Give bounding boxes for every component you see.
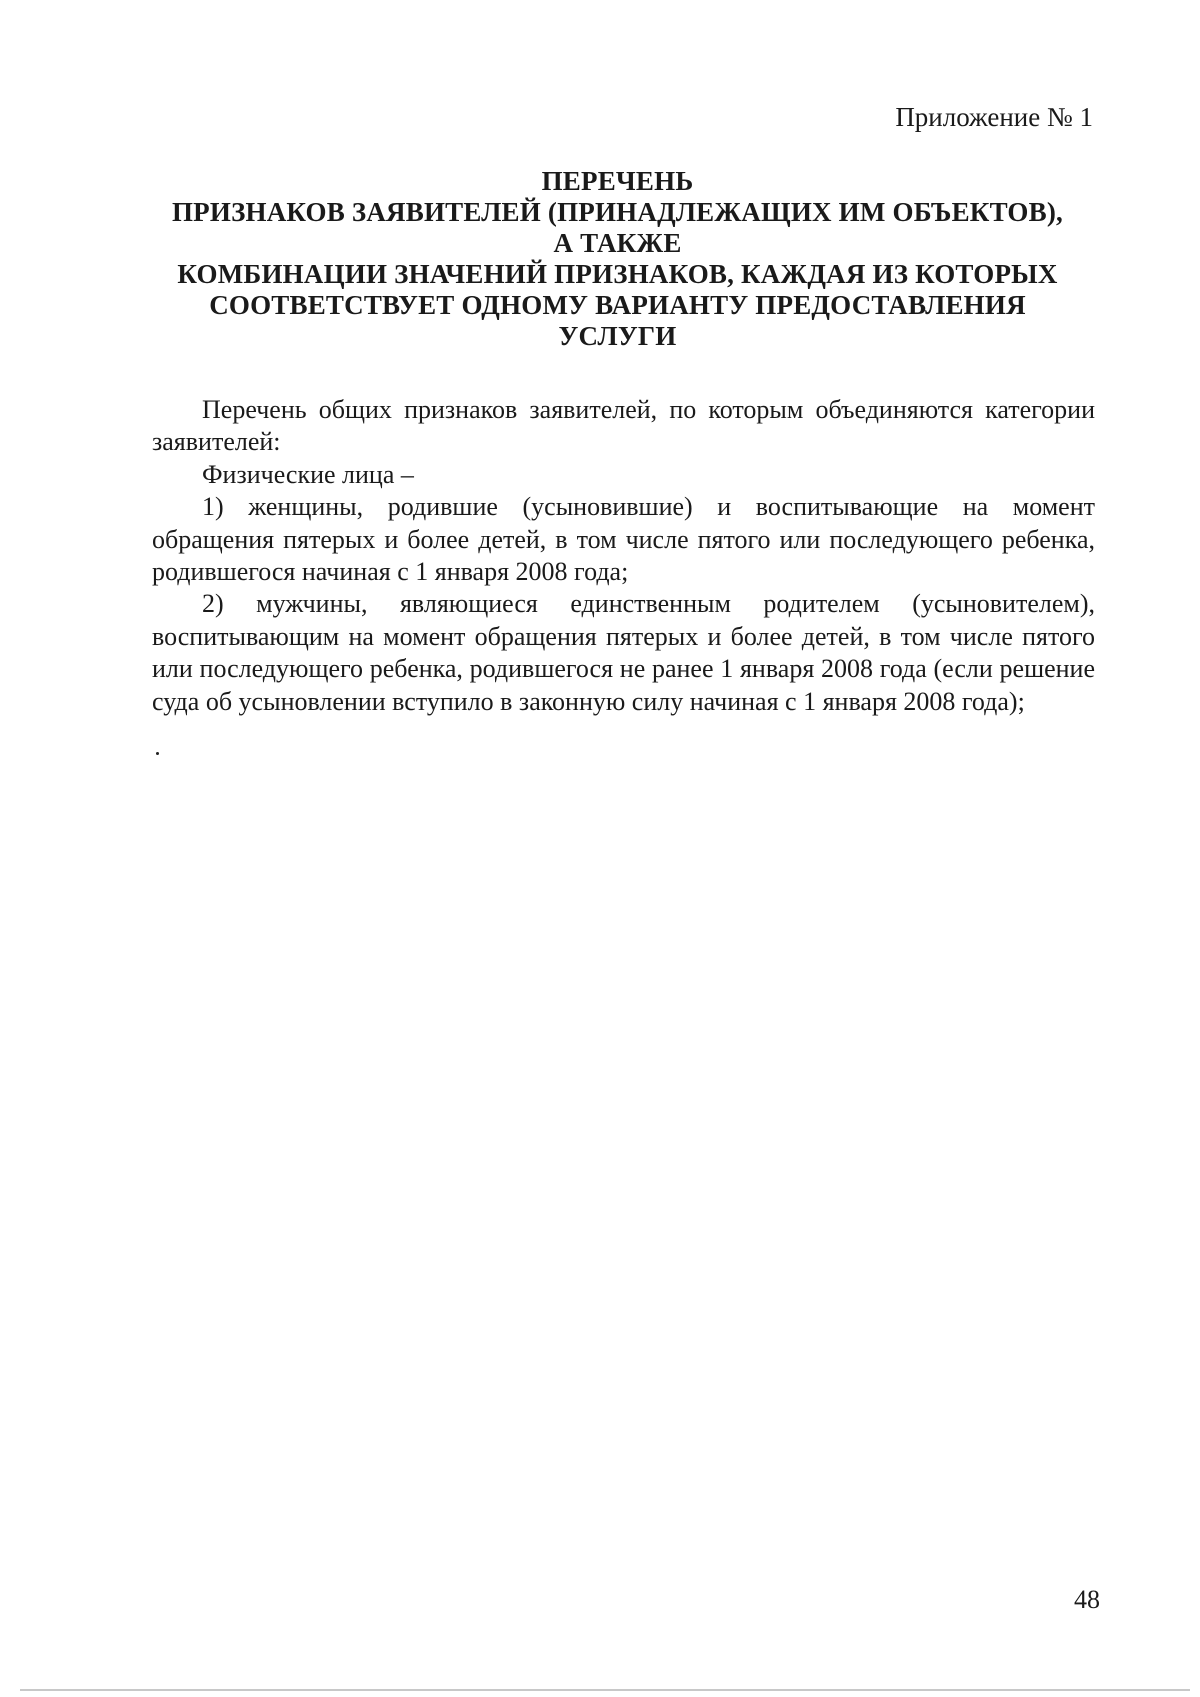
title-line: ПРИЗНАКОВ ЗАЯВИТЕЛЕЙ (ПРИНАДЛЕЖАЩИХ ИМ ОБЪЕКТОВ),	[171, 197, 1063, 227]
page-number: 48	[1074, 1585, 1100, 1614]
title-line: ПЕРЕЧЕНЬ	[541, 166, 694, 196]
scan-edge-line	[20, 1689, 1190, 1691]
intro-paragraph: Перечень общих признаков заявителей, по которым объединяются категории заявителей:	[152, 395, 1095, 457]
document-body	[152, 394, 1095, 718]
appendix-label: Приложение № 1	[895, 102, 1093, 132]
title-line: КОМБИНАЦИИ ЗНАЧЕНИЙ ПРИЗНАКОВ, КАЖДАЯ ИЗ КОТОРЫХ	[177, 259, 1058, 289]
title-line: А ТАКЖЕ	[553, 228, 682, 258]
list-item: 1) женщины, родившие (усыновившие) и воспитывающие на момент обращения пятерых и более детей, в том числе пятого или последующего ребенка, родившегося начиная с 1 января 2008 года;	[152, 492, 1095, 587]
category-heading: Физические лица –	[202, 459, 414, 489]
document-title	[150, 166, 1085, 352]
title-line: СООТВЕТСТВУЕТ ОДНОМУ ВАРИАНТУ ПРЕДОСТАВЛЕНИЯ	[209, 290, 1026, 320]
stray-mark	[156, 752, 159, 755]
title-line: УСЛУГИ	[558, 321, 677, 351]
list-item: 2) мужчины, являющиеся единственным родителем (усыновителем), воспитывающим на момент обращения пятерых и более детей, в том числе пятого или последующего ребенка, родившегося не ранее 1 января 2008 года (если решение суда об усыновлении вступило в законную силу начиная с 1 января 2008 года);	[152, 589, 1095, 716]
